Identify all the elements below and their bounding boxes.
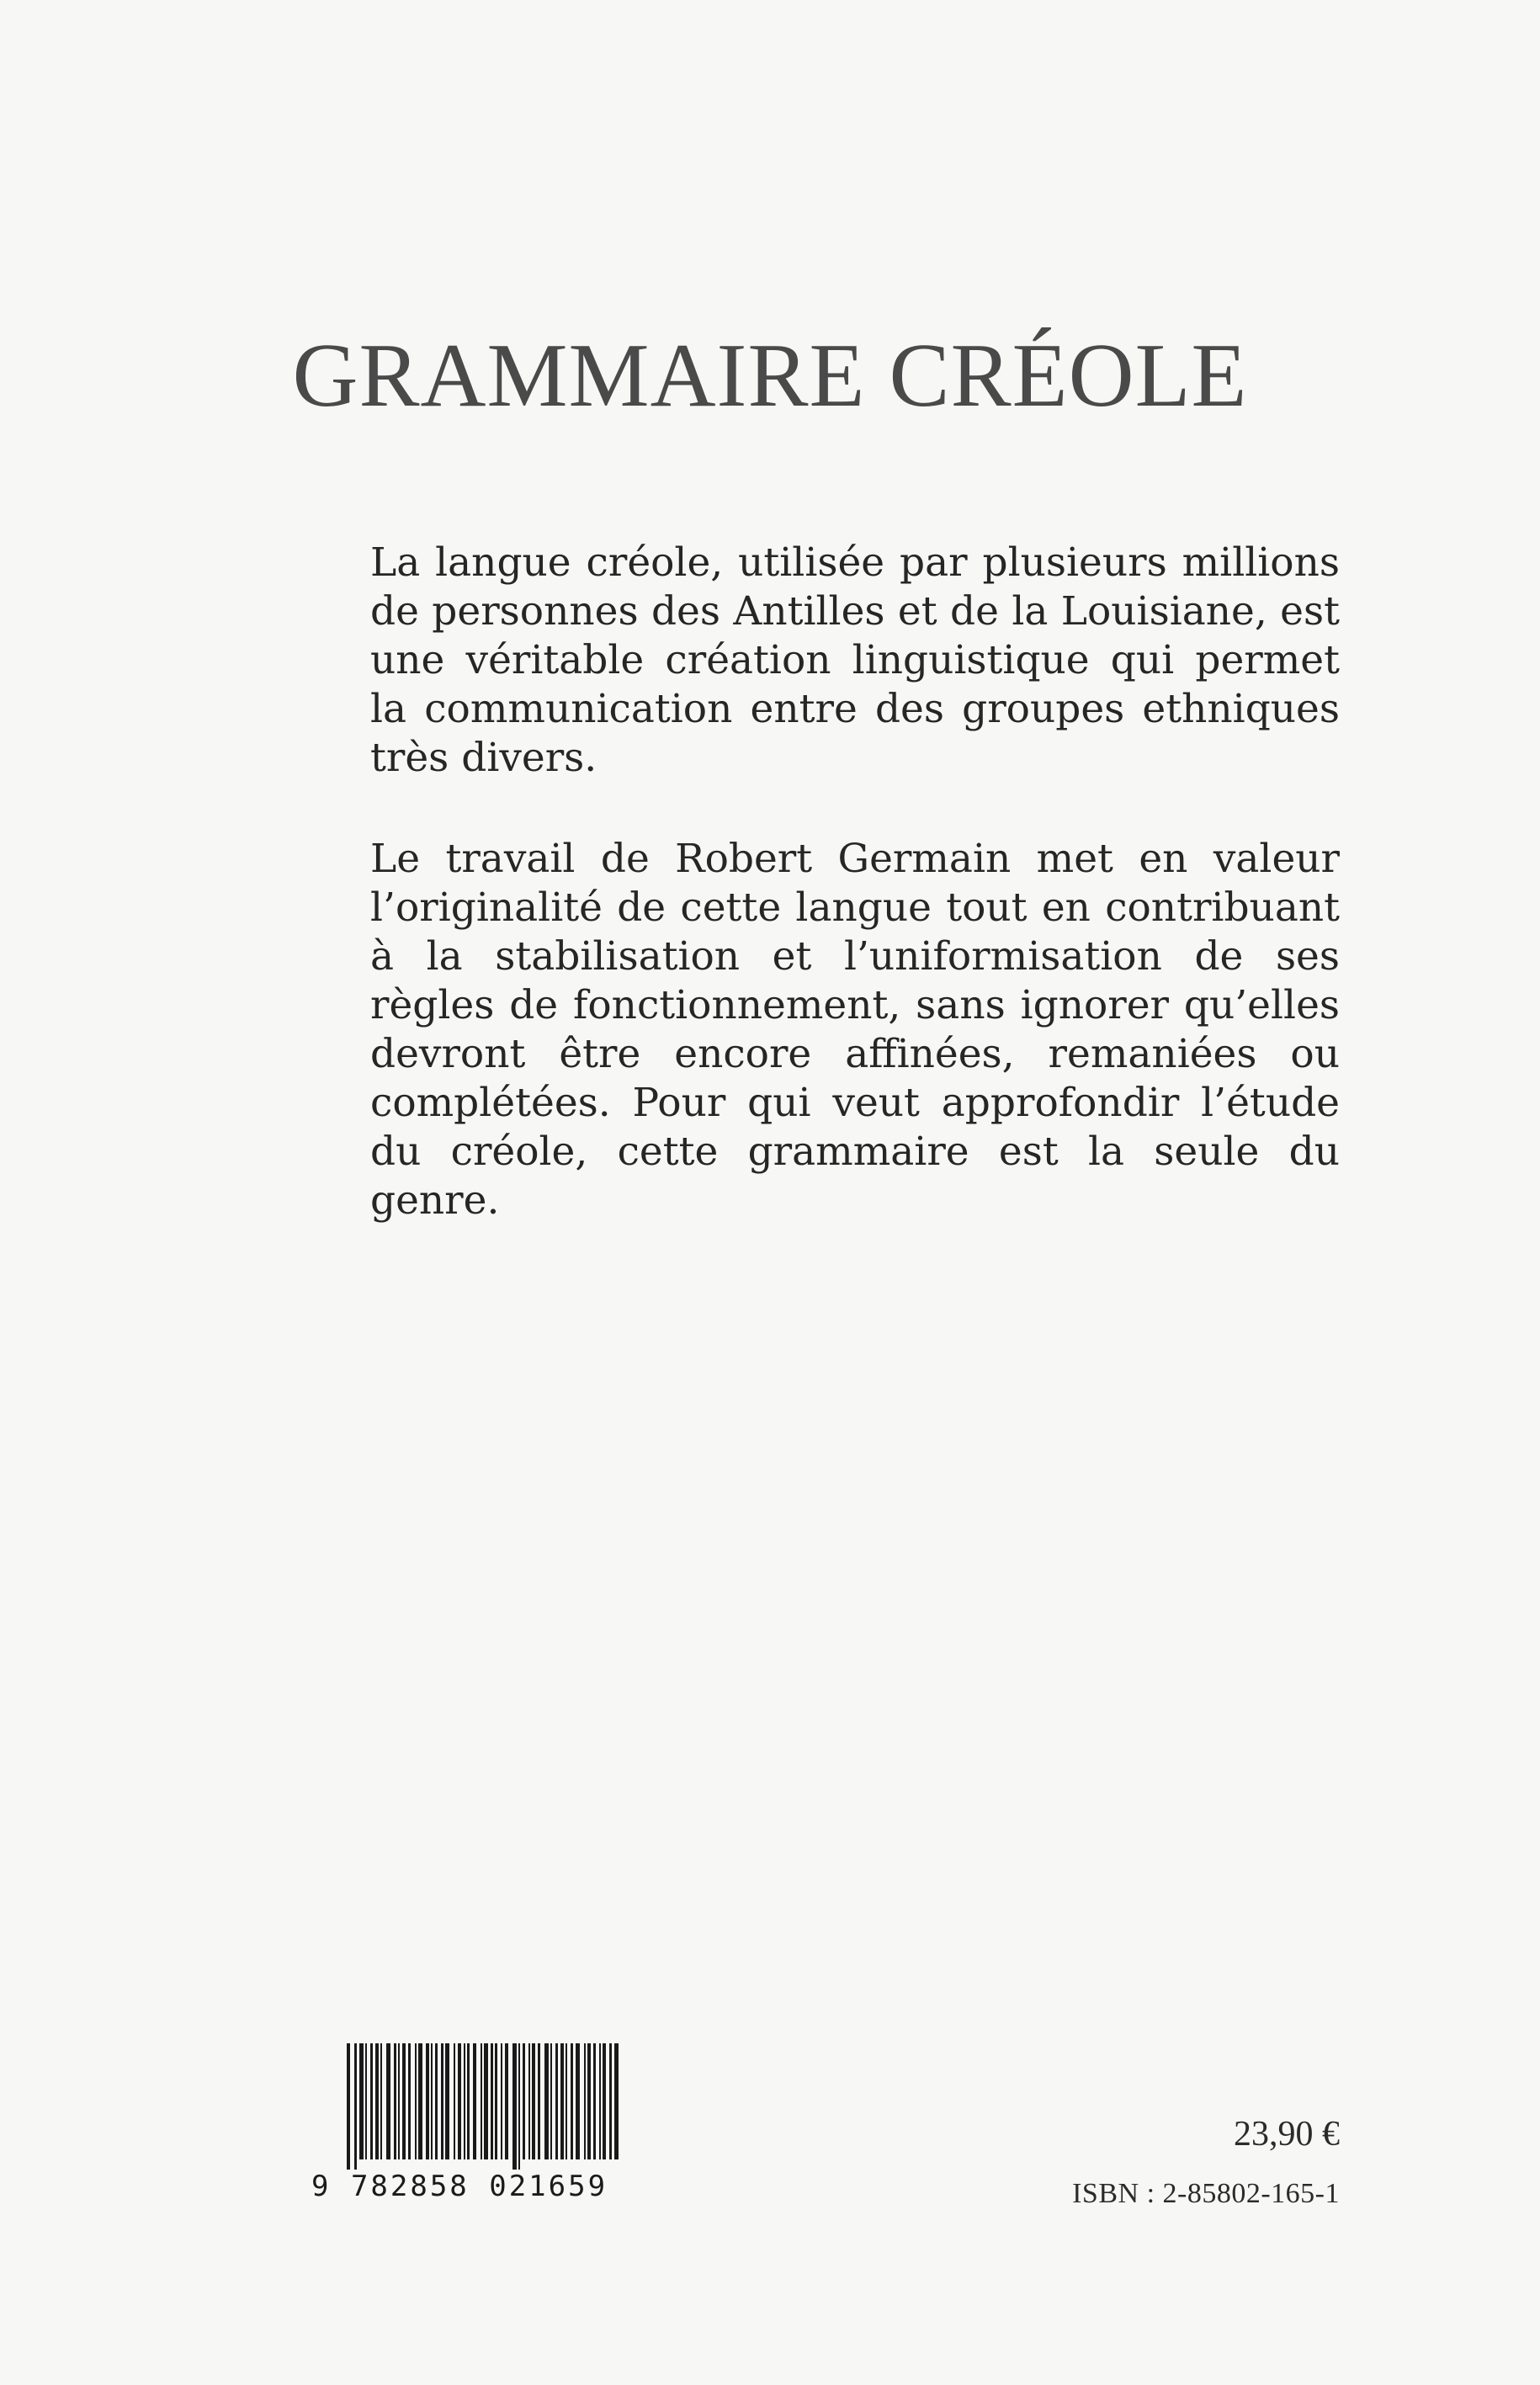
- barcode-bar: [359, 2043, 364, 2159]
- isbn: ISBN : 2-85802-165-1: [1072, 2178, 1340, 2209]
- barcode-bar: [481, 2043, 482, 2159]
- barcode-bar: [454, 2043, 455, 2159]
- barcode-bar: [415, 2043, 417, 2159]
- barcode-bar: [512, 2043, 517, 2170]
- barcode-bar: [467, 2043, 470, 2159]
- barcode-bar: [555, 2043, 558, 2159]
- barcode-bar: [491, 2043, 493, 2159]
- barcode-bar: [354, 2043, 357, 2170]
- barcode-bar: [431, 2043, 433, 2159]
- barcode-bar: [550, 2043, 552, 2159]
- barcode-number: 9 782858 021659: [311, 2170, 608, 2203]
- barcode-bar: [441, 2043, 443, 2159]
- barcode-bar: [576, 2043, 580, 2159]
- blurb-paragraph-2: Le travail de Robert Germain met en valeur l’originalité de cette langue tout en contribuant à la stabilisation et l’uniformisation de ses règles de fonctionnement, sans ignorer qu’elles devront être encore affinées, remaniées ou complétées. Pour qui veut approfondir l’étude du créole, cette grammaire est la seule du genre.: [370, 836, 1340, 1224]
- barcode-bar: [435, 2043, 438, 2159]
- barcode-bar: [587, 2043, 591, 2159]
- barcode-bar: [523, 2043, 525, 2159]
- barcode-bar: [394, 2043, 396, 2159]
- barcode-bar: [603, 2043, 606, 2159]
- barcode-bar: [365, 2043, 367, 2159]
- barcode-bar: [375, 2043, 379, 2159]
- blurb: [370, 539, 1340, 1225]
- barcode-bar: [408, 2043, 411, 2159]
- barcode-bar: [560, 2043, 564, 2159]
- barcode-bar: [599, 2043, 601, 2159]
- barcode-bar: [370, 2043, 373, 2159]
- barcode-bar: [593, 2043, 596, 2159]
- barcode-bar: [484, 2043, 488, 2159]
- barcode-bar: [584, 2043, 586, 2159]
- barcode-bar: [347, 2043, 350, 2170]
- barcode-bar: [473, 2043, 476, 2159]
- barcode-bar: [614, 2043, 619, 2159]
- barcode-bar: [426, 2043, 429, 2159]
- barcode-bar: [544, 2043, 549, 2159]
- blurb-paragraph-1: La langue créole, utilisée par plusieurs millions de personnes des Antilles et de la Louisiane, est une véritable création linguistique qui permet la communication entre des groupes ethniques très divers.: [370, 539, 1340, 781]
- barcode-bar: [458, 2043, 461, 2159]
- barcode-bar: [501, 2043, 502, 2159]
- barcode-bar: [505, 2043, 508, 2159]
- barcode-bar: [386, 2043, 390, 2159]
- barcode: [311, 2043, 631, 2212]
- book-title: GRAMMAIRE CRÉOLE: [292, 326, 1248, 426]
- barcode-bar: [609, 2043, 612, 2159]
- barcode-bar: [538, 2043, 540, 2159]
- barcode-bar: [495, 2043, 497, 2159]
- barcode-bar: [402, 2043, 406, 2159]
- barcode-bar: [566, 2043, 567, 2159]
- barcode-bar: [398, 2043, 400, 2159]
- barcode-bar: [464, 2043, 465, 2159]
- barcode-bar: [518, 2043, 520, 2170]
- barcode-bar: [445, 2043, 449, 2159]
- price: 23,90 €: [1234, 2115, 1340, 2154]
- barcode-icon: [347, 2043, 624, 2170]
- barcode-bar: [532, 2043, 535, 2159]
- barcode-bar: [380, 2043, 382, 2159]
- barcode-bar: [528, 2043, 530, 2159]
- barcode-bar: [571, 2043, 573, 2159]
- barcode-bar: [418, 2043, 422, 2159]
